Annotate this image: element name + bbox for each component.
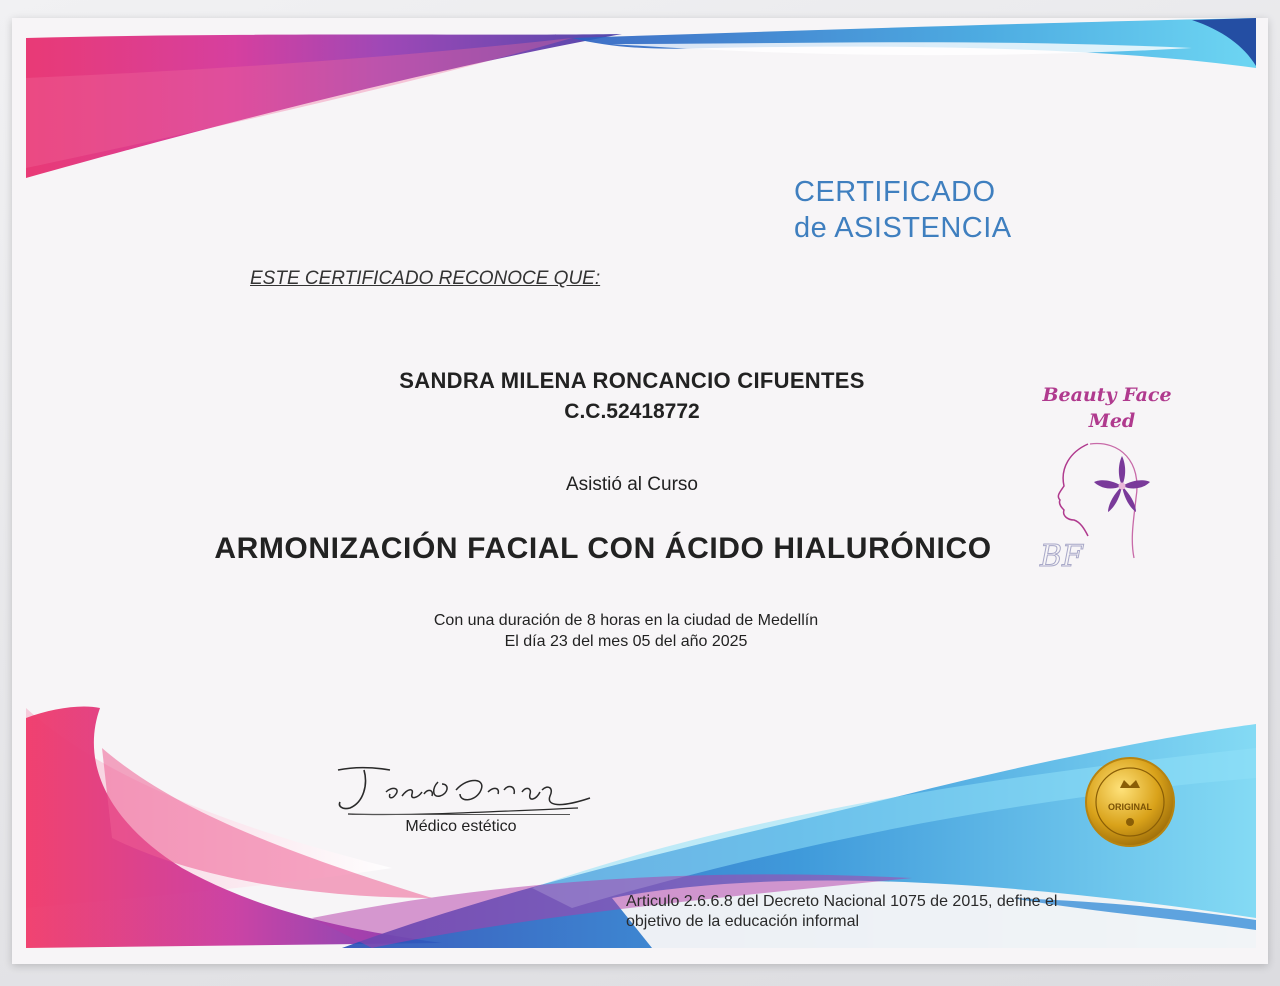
duration-text — [12, 610, 1240, 652]
brand-logo-text — [1042, 382, 1172, 434]
title-line-1: CERTIFICADO — [794, 176, 996, 208]
legal-line-2: objetivo de la educación informal — [626, 913, 860, 930]
face-flower-logo-icon — [1030, 438, 1180, 568]
recognizes-heading: ESTE CERTIFICADO RECONOCE QUE: — [250, 268, 601, 289]
signature-icon — [328, 762, 608, 822]
gold-seal-icon — [1082, 754, 1178, 850]
recipient-name: SANDRA MILENA RONCANCIO CIFUENTES — [399, 368, 865, 393]
duration-line-2: El día 23 del mes 05 del año 2025 — [504, 633, 748, 650]
attended-label: Asistió al Curso — [566, 474, 698, 495]
duration-line-1: Con una duración de 8 horas en la ciudad de Medellín — [433, 612, 819, 629]
title-line-2: de ASISTENCIA — [794, 212, 1012, 244]
legal-note — [626, 892, 1166, 932]
logo-line-1: Beauty Face — [1042, 384, 1172, 406]
legal-line-1: Articulo 2.6.6.8 del Decreto Nacional 1075 de 2015, define el — [626, 893, 1058, 910]
recipient-id: C.C.52418772 — [564, 400, 700, 423]
course-name: ARMONIZACIÓN FACIAL CON ÁCIDO HIALURÓNICO — [214, 532, 992, 565]
signer-role: Médico estético — [405, 818, 517, 835]
signature-line — [352, 814, 570, 815]
monogram-text: BF — [1040, 539, 1083, 568]
seal-text: ORIGINAL — [1108, 802, 1152, 812]
logo-line-2: Med — [1088, 410, 1136, 432]
certificate-paper — [12, 18, 1268, 964]
certificate-title — [794, 174, 1012, 246]
